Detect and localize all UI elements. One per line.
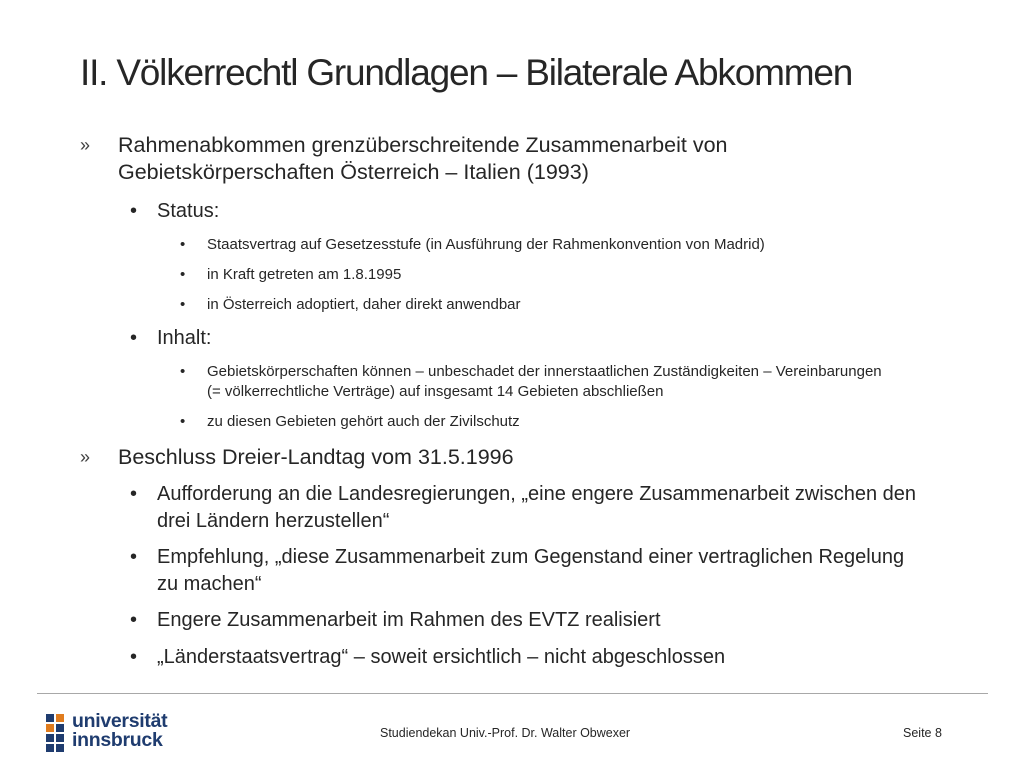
- bullet-l1: [80, 444, 918, 471]
- bullet-l2: [130, 198, 927, 225]
- bullet-marker: •: [180, 296, 186, 313]
- bullet-text: Rahmenabkommen grenzüberschreitende Zusammenarbeit von Gebietskörperschaften Österreich – Italien (1993): [118, 133, 728, 184]
- logo-square: [56, 714, 64, 722]
- logo-square: [46, 744, 54, 752]
- bullet-l3: [180, 235, 897, 255]
- bullet-text: in Kraft getreten am 1.8.1995: [207, 266, 402, 283]
- bullet-marker: •: [130, 327, 138, 349]
- bullet-text: „Länderstaatsvertrag“ – soweit ersichtlich – nicht abgeschlossen: [157, 646, 726, 668]
- bullet-l3: [180, 295, 897, 315]
- bullet-marker: »: [80, 447, 91, 467]
- bullet-text: Staatsvertrag auf Gesetzesstufe (in Ausführung der Rahmenkonvention von Madrid): [207, 236, 765, 253]
- bullet-marker: •: [180, 236, 186, 253]
- logo-square: [46, 734, 54, 742]
- bullet-marker: •: [180, 363, 186, 380]
- bullet-l2: [130, 481, 927, 534]
- bullet-text: in Österreich adoptiert, daher direkt anwendbar: [207, 296, 521, 313]
- bullet-text: Inhalt:: [157, 327, 212, 349]
- bullet-marker: •: [180, 266, 186, 283]
- bullet-marker: •: [130, 609, 138, 631]
- logo-square: [56, 734, 64, 742]
- bullet-marker: •: [180, 413, 186, 430]
- bullet-marker: •: [130, 200, 138, 222]
- bullet-marker: •: [130, 546, 138, 568]
- bullet-text: Status:: [157, 200, 220, 222]
- bullet-text: Engere Zusammenarbeit im Rahmen des EVTZ realisiert: [157, 609, 661, 631]
- bullet-l2: [130, 325, 927, 352]
- logo-word-bottom: innsbruck: [72, 729, 163, 751]
- footer-divider: [37, 693, 988, 694]
- bullet-marker: »: [80, 135, 91, 155]
- logo-square: [46, 724, 54, 732]
- footer-author: Studiendekan Univ.-Prof. Dr. Walter Obwexer: [380, 726, 631, 740]
- bullet-l2: [130, 544, 927, 597]
- slide-title: II. Völkerrechtl Grundlagen – Bilaterale Abkommen: [80, 52, 853, 93]
- bullet-l1: [80, 132, 918, 186]
- logo-word-top: universität: [72, 710, 168, 732]
- logo-square: [46, 714, 54, 722]
- bullet-l2: [130, 607, 927, 634]
- logo-square: [56, 724, 64, 732]
- bullet-marker: •: [130, 483, 138, 505]
- bullet-l3: [180, 412, 897, 432]
- bullet-marker: •: [130, 646, 138, 668]
- bullet-text: Gebietskörperschaften können – unbeschadet der innerstaatlichen Zuständigkeiten – Vereinbarungen (= völkerrechtliche Verträge) auf insgesamt 14 Gebieten abschließen: [207, 363, 882, 400]
- bullet-l3: [180, 362, 897, 402]
- bullet-l2: [130, 644, 927, 671]
- page-number: Seite 8: [903, 726, 942, 740]
- bullet-text: Beschluss Dreier-Landtag vom 31.5.1996: [118, 445, 514, 469]
- bullet-text: zu diesen Gebieten gehört auch der Zivilschutz: [207, 413, 520, 430]
- bullet-l3: [180, 265, 897, 285]
- bullet-text: Empfehlung, „diese Zusammenarbeit zum Gegenstand einer vertraglichen Regelung zu machen“: [157, 546, 905, 595]
- bullet-text: Aufforderung an die Landesregierungen, „eine engere Zusammenarbeit zwischen den drei Ländern herzustellen“: [157, 483, 917, 532]
- university-logo: [46, 710, 196, 752]
- logo-square: [56, 744, 64, 752]
